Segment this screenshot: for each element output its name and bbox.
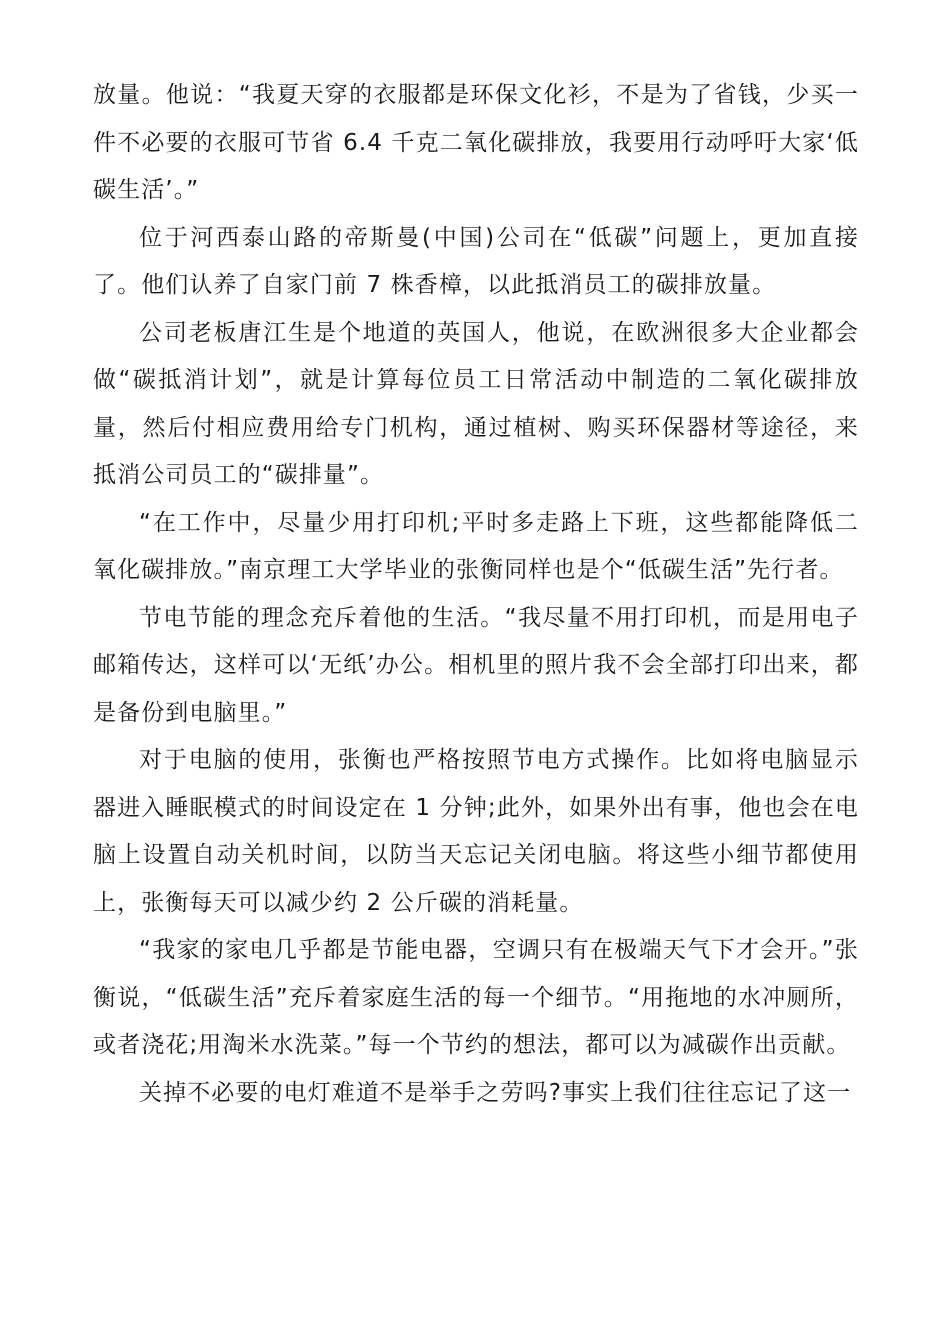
paragraph: 对于电脑的使用，张衡也严格按照节电方式操作。比如将电脑显示器进入睡眠模式的时间设定在 1 分钟;此外，如果外出有事，他也会在电脑上设置自动关机时间，以防当天忘记关闭电脑。将这些小细节都使用上，张衡每天可以减少约 2 公斤碳的消耗量。 bbox=[93, 747, 859, 916]
paragraph: 关掉不必要的电灯难道不是举手之劳吗?事实上我们往往忘记了这一 bbox=[139, 1079, 852, 1106]
article-body bbox=[93, 72, 859, 1117]
paragraph: 位于河西泰山路的帝斯曼(中国)公司在“低碳”问题上，更加直接了。他们认养了自家门前 7 株香樟，以此抵消员工的碳排放量。 bbox=[93, 224, 859, 298]
paragraph-continuation: 放量。他说：“我夏天穿的衣服都是环保文化衫，不是为了省钱，少买一件不必要的衣服可节省 6.4 千克二氧化碳排放，我要用行动呼吁大家‘低碳生活’。” bbox=[93, 82, 859, 203]
paragraph: 公司老板唐江生是个地道的英国人，他说，在欧洲很多大企业都会做“碳抵消计划”，就是计算每位员工日常活动中制造的二氧化碳排放量，然后付相应费用给专门机构，通过植树、购买环保器材等途径，来抵消公司员工的“碳排量”。 bbox=[93, 319, 859, 488]
paragraph: “我家的家电几乎都是节能电器，空调只有在极端天气下才会开。”张衡说，“低碳生活”充斥着家庭生活的每一个细节。“用拖地的水冲厕所，或者浇花;用淘米水洗菜。”每一个节约的想法，都可以为减碳作出贡献。 bbox=[93, 937, 859, 1058]
paragraph: “在工作中，尽量少用打印机;平时多走路上下班，这些都能降低二氧化碳排放。”南京理工大学毕业的张衡同样也是个“低碳生活”先行者。 bbox=[93, 509, 859, 583]
paragraph: 节电节能的理念充斥着他的生活。“我尽量不用打印机，而是用电子邮箱传达，这样可以‘无纸’办公。相机里的照片我不会全部打印出来，都是备份到电脑里。” bbox=[93, 604, 859, 726]
